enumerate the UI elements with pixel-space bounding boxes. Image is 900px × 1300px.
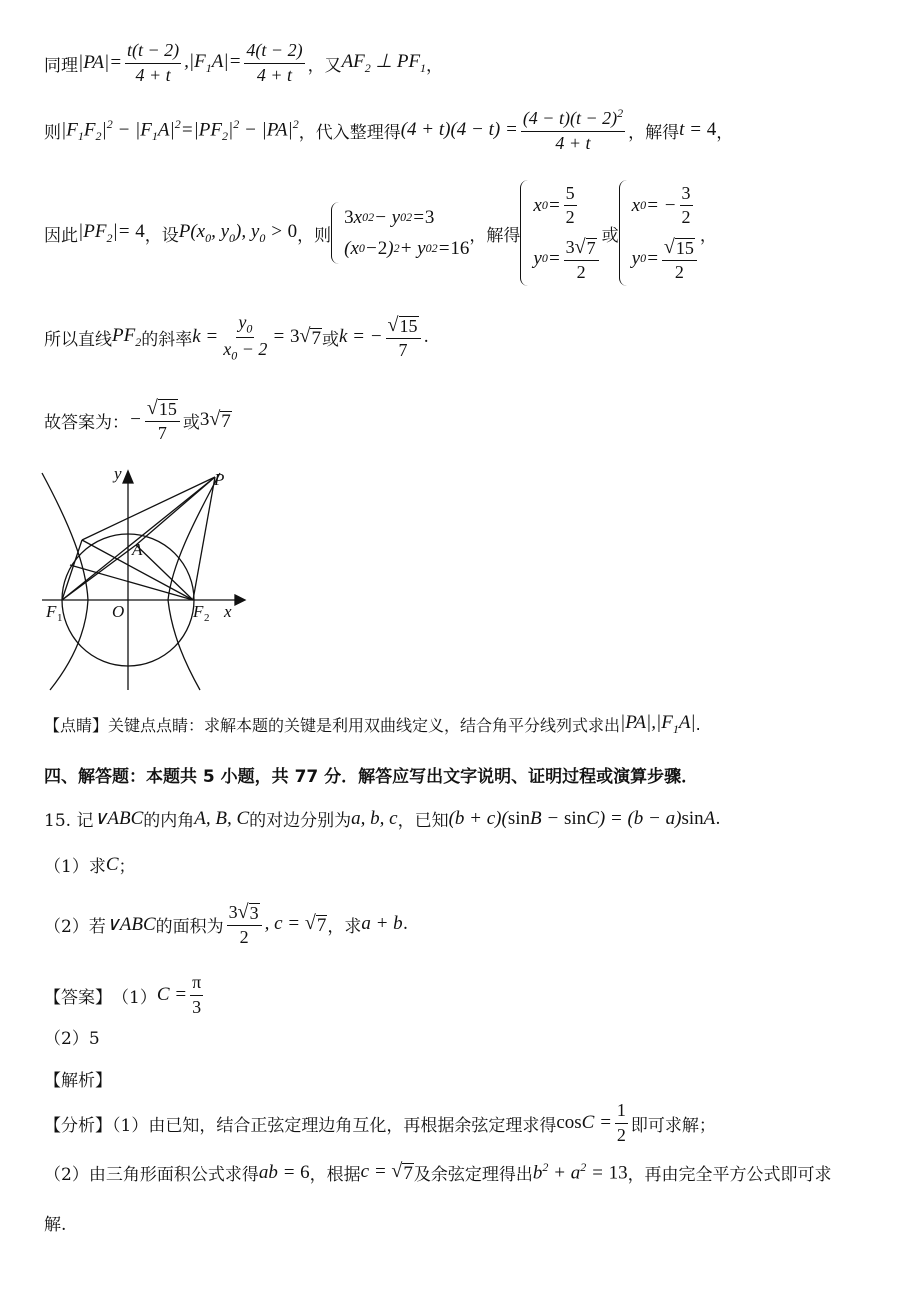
text: （1）求 — [44, 857, 106, 877]
label-O: O — [112, 602, 125, 621]
text: （2）5 — [44, 1029, 100, 1049]
question-15-stem: 15. 记 ∨ABC 的内角 A, B, C 的对边分别为 a, b, c ，已知 (b + c)(sinB − sinC) = (b − a)sinA . — [44, 807, 721, 831]
text: 即可求解； — [630, 1115, 716, 1136]
text: （2）若 — [44, 916, 106, 937]
key-point-comment: 【点睛】关键点点睛：求解本题的关键是利用双曲线定义，结合角平分线列式求出 $|PA|,|F_1A|$ . — [44, 712, 701, 736]
text: 及余弦定理得出 — [413, 1165, 533, 1185]
fraction: 3 √ 3 2 — [227, 900, 262, 949]
fraction: $\frac{1}{2}$ — [616, 1100, 626, 1145]
fraction: $\frac{(4 - t)(t - 2)^2}{4 + t}$ — [522, 106, 624, 153]
text: ，设 — [144, 225, 179, 246]
text: ， — [699, 225, 717, 246]
hyperbola-figure — [40, 465, 250, 695]
text: ，根据 — [309, 1165, 361, 1185]
text: ， — [426, 55, 444, 76]
fraction: $\frac{t(t - 2)}{4 + t}$ — [127, 40, 180, 85]
text: 【点睛】关键点点睛：求解本题的关键是利用双曲线定义，结合角平分线列式求出 — [44, 715, 621, 735]
text: 或 — [182, 412, 200, 433]
segment-Q-F1 — [62, 540, 82, 600]
text: （1） — [112, 987, 157, 1008]
text: 四、解答题：本题共 5 小题，共 77 分．解答应写出文字说明、证明过程或演算步骤． — [44, 767, 699, 787]
fraction: √ 15 7 — [145, 396, 180, 445]
text: ，则 — [297, 225, 332, 246]
label-F1: F — [46, 602, 57, 621]
answer-part-1: 【答案】 （1） C = $\frac{\pi}{3}$ — [44, 972, 202, 1017]
line-same-reason: 同理 |PA|= $\frac{t(t - 2)}{4 + t}$ $,|F_1A|=$ $\frac{4(t - 2)}{4 + t}$ ，又 $AF_2$ ⊥ $PF_1$ ， — [44, 40, 444, 85]
hyperbola-right-branch — [168, 473, 220, 690]
label-y: y — [114, 465, 122, 483]
solution-2: x 0 = − $\frac{3}{2}$ y 0 = √ 15 2 — [619, 180, 700, 286]
fraction: $\frac{\pi}{3}$ — [192, 972, 202, 1017]
text: ，再由完全平方公式即可求 — [627, 1165, 832, 1185]
text: 因此 — [44, 225, 78, 246]
text: ； — [118, 857, 136, 877]
fraction: √ 15 7 — [386, 313, 421, 362]
segment-A-P — [136, 477, 215, 545]
solution-1: x 0 = $\frac{5}{2}$ y 0 = 3 √ 7 2 — [520, 180, 601, 286]
x-axis-arrow — [235, 595, 245, 605]
equation-system: 3 x 0 2 − y 0 2 = 3 (x 0 − 2 ) 2 + y 0 2 = 16 — [331, 202, 469, 264]
text: 则 — [44, 122, 61, 143]
line-then: 则 $|F_1F_2|^2 - |F_1A|^2=|PF_2|^2 - |PA|^2$ ，代入整理得 (4 + t)(4 − t) = $\frac{(4 - t)(t - 2)^2}{4 + t}$ ，解得 t = 4 ， — [44, 106, 734, 153]
line-answer: 故答案为： − √ 15 7 或 3 √ 7 — [44, 397, 231, 443]
text: 【解析】 — [44, 1071, 112, 1091]
text: 的面积为 — [155, 916, 224, 937]
analysis-line-1: 【分析】（1）由已知，结合正弦定理边角互化，再根据余弦定理求得 cosC = $\frac{1}{2}$ 即可求解； — [44, 1100, 716, 1145]
text: 或 — [321, 329, 339, 350]
label-F2: F — [193, 602, 204, 621]
text: （2）由三角形面积公式求得 — [44, 1165, 259, 1185]
label-x: x — [224, 602, 232, 621]
text: 解. — [44, 1215, 67, 1235]
label-F1-sub: 1 — [57, 612, 63, 624]
text: 同理 — [44, 55, 78, 76]
segment-F2-P — [193, 477, 215, 600]
text: ，代入整理得 — [298, 122, 401, 143]
text: ，已知 — [397, 811, 449, 831]
text: 或 — [601, 225, 619, 246]
text: 的对边分别为 — [249, 811, 352, 831]
label-A: A — [132, 540, 143, 559]
text: ，又 — [307, 55, 342, 76]
fraction: $\frac{4(t - 2)}{4 + t}$ — [246, 40, 303, 85]
analysis-line-3 — [44, 1210, 66, 1235]
text: ，解得 — [628, 122, 680, 143]
text: 的斜率 — [141, 329, 193, 350]
section-heading — [44, 762, 698, 787]
text: ， — [716, 122, 734, 143]
text: ，解得 — [469, 225, 521, 246]
text: 所以直线 — [44, 329, 112, 350]
text: . — [715, 808, 721, 829]
text: 【答案】 — [44, 987, 112, 1008]
fraction: $\frac{y_0}{x_0 - 2}$ — [223, 312, 268, 363]
segment-F1-A — [62, 545, 136, 600]
analysis-tag — [44, 1066, 112, 1091]
line-therefore: 因此 $|PF_2|= 4$ ，设 $P(x_0$, $y_0$), $y_0 > 0$ ，则 3 x 0 2 − y 0 2 = 3 (x 0 − 2 ) 2 + y 0 2 = 16 ，解得 x 0 = $\frac{5}{2}$ y 0 = 3 √ 7 2 或 x 0 = − $\frac{3}{2}$ y 0 = √ 15 2 ， — [44, 180, 717, 286]
label-F2-sub: 2 — [204, 612, 210, 624]
question-15-part-2: （2）若 ∨ABC 的面积为 3 √ 3 2 , c = √ 7 ，求 a + b . — [44, 901, 409, 947]
label-P: P — [214, 470, 225, 489]
text: . — [423, 327, 429, 348]
text: ，求 — [327, 916, 362, 937]
text: 的内角 — [143, 811, 195, 831]
y-axis-arrow — [123, 471, 133, 483]
text: 15. 记 — [44, 811, 94, 831]
text: 故答案为： — [44, 412, 129, 433]
answer-part-2 — [44, 1024, 100, 1049]
line-slope: 所以直线 $PF_2$ 的斜率 k = $\frac{y_0}{x_0 - 2}$ = 3 √ 7 或 k = − √ 15 7 . — [44, 312, 429, 363]
analysis-line-2: （2）由三角形面积公式求得 ab = 6 ，根据 c = √ 7 及余弦定理得出 $b^2 + a^2 = 13$ ，再由完全平方公式即可求 — [44, 1160, 832, 1185]
text: 【分析】（1）由已知，结合正弦定理边角互化，再根据余弦定理求得 — [44, 1115, 557, 1136]
question-15-part-1: （1）求 C ； — [44, 853, 136, 877]
text: . — [402, 914, 409, 935]
